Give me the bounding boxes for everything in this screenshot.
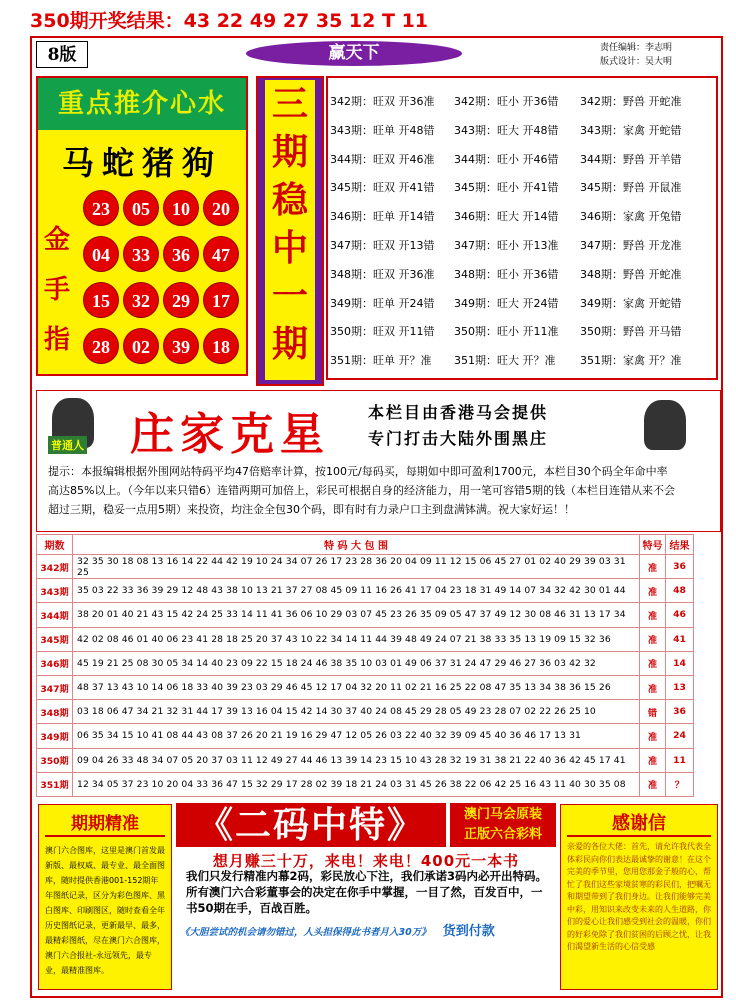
center-side (450, 803, 556, 847)
ke-title: 庄家克星 (130, 409, 330, 460)
table-cell-z: 准 (640, 651, 666, 675)
avatar (644, 400, 686, 450)
table-cell-p: 345期 (37, 627, 73, 651)
stable-cell: 347期：旺小 开13准 (454, 239, 559, 252)
table-cell-n: 45 19 21 25 08 30 05 34 14 40 23 09 22 15 18 24 46 38 35 10 03 01 49 06 37 31 24 47 29 46 27 36 03 42 32 (73, 651, 640, 675)
slogan-line: 本栏目由香港马会提供 (368, 403, 549, 422)
table-cell-n: 42 02 08 46 01 40 06 23 41 28 18 25 20 37 43 10 22 34 14 11 44 39 48 49 24 07 21 38 33 35 13 19 09 15 32 36 (73, 627, 640, 651)
table-cell-r: 24 (666, 724, 694, 748)
table-row (37, 651, 694, 675)
table-cell-p: 347期 (37, 675, 73, 699)
table-cell-p: 349期 (37, 724, 73, 748)
golden-hand-char: 指 (43, 325, 70, 355)
table-cell-p: 348期 (37, 700, 73, 724)
table-row (37, 603, 694, 627)
number-ball: 23 (83, 190, 119, 226)
stable-row (330, 203, 714, 230)
stable-cell: 343期：家禽 开蛇错 (580, 123, 682, 137)
head-period: 期数 (37, 535, 73, 555)
vertical-char: 一 (271, 275, 308, 317)
table-cell-r: ？ (666, 772, 694, 796)
number-ball: 05 (123, 190, 159, 226)
stable-cell: 348期：旺双 开36准 (330, 267, 435, 281)
number-ball: 20 (203, 190, 239, 226)
vertical-char: 稳 (271, 179, 308, 221)
head-res: 结果 (666, 535, 694, 555)
table-cell-z: 准 (640, 772, 666, 796)
stable-cell: 351期：旺大 开？准 (454, 354, 556, 368)
table-cell-r: 41 (666, 627, 694, 651)
table-cell-z: 准 (640, 627, 666, 651)
stable-cell: 342期：野兽 开蛇准 (580, 95, 682, 108)
stable-row (330, 146, 714, 173)
table-cell-n: 12 34 05 37 23 10 20 04 33 36 47 15 32 29 17 28 02 39 18 21 24 03 31 45 26 38 22 06 42 25 16 43 11 40 30 35 08 (73, 772, 640, 796)
table-cell-r: 13 (666, 675, 694, 699)
golden-hand-char: 手 (43, 275, 70, 305)
number-ball: 04 (83, 236, 119, 272)
stable-row (330, 117, 714, 144)
edition-label: 8版 (36, 41, 88, 68)
stable-cell: 349期：旺单 开24错 (330, 296, 435, 310)
stable-cell: 344期：旺双 开46准 (330, 152, 435, 166)
stable-cell: 345期：野兽 开鼠准 (580, 181, 682, 195)
stable-cell: 351期：家禽 开？准 (580, 354, 682, 368)
number-ball: 47 (203, 236, 239, 272)
table-cell-r: 14 (666, 651, 694, 675)
stable-cell: 344期：旺小 开46错 (454, 152, 559, 166)
stable-cell: 350期：旺双 开11错 (330, 325, 435, 339)
table-row (37, 555, 694, 579)
table-cell-z: 错 (640, 700, 666, 724)
vertical-title (265, 80, 315, 380)
head-num: 特号 (640, 535, 666, 555)
number-ball: 15 (83, 282, 119, 318)
precise-title: 期期精准 (45, 805, 165, 837)
stable-cell: 350期：旺小 开11准 (454, 325, 559, 339)
number-ball: 10 (163, 190, 199, 226)
table-cell-r: 48 (666, 579, 694, 603)
table-cell-p: 343期 (37, 579, 73, 603)
precise-box (38, 804, 172, 990)
table-row (37, 579, 694, 603)
table-cell-r: 36 (666, 555, 694, 579)
number-ball: 18 (203, 328, 239, 364)
thanks-title: 感谢信 (567, 805, 711, 837)
table-cell-n: 35 03 22 33 36 39 29 12 48 43 38 10 13 21 37 27 08 45 09 11 16 26 41 17 04 23 18 31 49 14 07 34 32 42 30 01 44 (73, 579, 640, 603)
stable-cell: 350期：野兽 开马错 (580, 325, 682, 339)
number-ball: 39 (163, 328, 199, 364)
table-row (37, 772, 694, 796)
stable-cell: 345期：旺小 开41错 (454, 181, 559, 195)
center-text: 我们只发行精准内幕2码，彩民放心下注，我们承诺3码内必开出特码。所有澳门六合彩董事会的决定在你手中掌握，一目了然，百发百中，一书50期在手，百战百胜。 (186, 869, 547, 915)
stable-cell: 342期：旺小 开36错 (454, 95, 559, 108)
stable-cell: 348期：野兽 开蛇准 (580, 267, 682, 281)
golden-hand (42, 215, 72, 365)
table-cell-z: 准 (640, 555, 666, 579)
table-cell-n: 06 35 34 15 10 41 08 44 43 08 37 26 20 21 19 16 29 47 12 05 26 03 22 40 32 39 09 45 40 36 46 17 13 31 (73, 724, 640, 748)
vertical-char: 期 (271, 323, 308, 365)
vertical-char: 三 (271, 83, 308, 125)
table-row (37, 748, 694, 772)
center-title: 《二码中特》 (176, 803, 446, 847)
center-foot (180, 920, 552, 939)
stable-cell: 342期：旺双 开36准 (330, 95, 435, 108)
stable-cell: 345期：旺双 开41错 (330, 181, 435, 195)
thanks-body: 亲爱的各位大佬：首先，请允许我代表全体彩民向你们表达最诚挚的谢意！在这个完美的季节里，您用您那金子般的心，帮忙了我们这些家境贫寒的彩民们，把嘱无和期望带到了我们身边。让我们能够完美中彩，用知识来改变未来的人生道路，你们的爱心让我们感受到社会的温暖，你们的好彩免除了我们贫困的后顾之忧，让我们渴望新生活的心信受感 (567, 842, 711, 951)
slogan-line: 专门打击大陆外围黑庄 (368, 429, 549, 448)
table-cell-p: 346期 (37, 651, 73, 675)
credit-editor: 责任编辑：李志明 (600, 43, 673, 53)
latest-result: 350期开奖结果：43 22 49 27 35 12 T 11 (30, 10, 429, 32)
stable-row (330, 232, 714, 259)
vertical-char: 期 (271, 131, 308, 173)
stable-cell: 347期：旺双 开13错 (330, 239, 435, 252)
table-cell-n: 48 37 13 43 10 14 06 18 33 40 39 23 03 29 46 45 12 17 04 32 20 11 02 21 16 25 22 08 47 35 13 34 38 36 15 26 (73, 675, 640, 699)
number-ball: 17 (203, 282, 239, 318)
table-cell-z: 准 (640, 748, 666, 772)
stable-cell: 346期：家禽 开兔错 (580, 210, 682, 224)
head-center: 特 码 大 包 围 (73, 535, 640, 555)
big-table (36, 534, 694, 797)
number-ball: 32 (123, 282, 159, 318)
table-cell-r: 11 (666, 748, 694, 772)
golden-hand-char: 金 (43, 225, 70, 255)
foot-text: 《大胆尝试的机会请勿错过，人头担保得此书者月入30万》 (180, 927, 431, 938)
number-ball: 02 (123, 328, 159, 364)
table-row (37, 724, 694, 748)
stable-cell: 343期：旺单 开48错 (330, 123, 435, 137)
number-ball: 33 (123, 236, 159, 272)
stable-cell: 349期：旺大 开24错 (454, 296, 559, 310)
thanks-box (560, 804, 718, 990)
precise-body: 澳门六合图库，这里是澳门首发最新版、最权威、最专业、最全面图库，随时提供香港001-152期年年图纸记录，区分为彩色图库、黑白图库、印刷图区，随时查看全年历史图纸记录，更新最早、最多，最精彩图纸，尽在澳门六合图库，澳门六合报社-永远领先，最专业，最精准图库。 (45, 846, 165, 975)
credit-design: 版式设计：吴大明 (600, 57, 673, 67)
ordinary-label: 普通人 (48, 436, 87, 454)
table-cell-n: 03 18 06 47 34 21 32 31 44 17 39 13 16 04 15 42 14 30 37 40 24 08 45 29 28 05 49 23 28 07 02 22 26 25 10 (73, 700, 640, 724)
table-cell-n: 32 35 30 18 08 13 16 14 22 44 42 19 10 24 34 07 26 17 23 28 36 20 04 09 11 12 15 06 45 27 01 02 40 29 39 03 31 25 (73, 555, 640, 579)
table-cell-z: 准 (640, 675, 666, 699)
stable-cell: 351期：旺单 开？准 (330, 354, 432, 368)
zodiac-picks: 马蛇猪狗 (61, 144, 222, 182)
stable-cell: 349期：家禽 开蛇错 (580, 296, 682, 310)
stable-cell: 347期：野兽 开龙准 (580, 239, 682, 252)
table-cell-p: 344期 (37, 603, 73, 627)
credits (600, 41, 672, 69)
vertical-char: 中 (271, 227, 308, 269)
table-cell-n: 09 04 26 33 48 34 07 05 20 37 03 11 12 49 27 44 46 13 39 14 23 15 10 43 28 32 19 31 38 21 22 40 36 42 45 17 41 (73, 748, 640, 772)
stable-cell: 348期：旺小 开36错 (454, 267, 559, 281)
side-line: 正版六合彩料 (463, 827, 542, 842)
center-bar: 想月赚三十万，来电！来电！400元一本书 (212, 852, 520, 870)
masthead: 赢天下 (246, 41, 462, 66)
side-line: 澳门马会原装 (463, 807, 542, 822)
stable-row (330, 174, 714, 201)
stable-cell: 344期：野兽 开羊错 (580, 152, 682, 166)
table-cell-z: 准 (640, 603, 666, 627)
number-ball: 28 (83, 328, 119, 364)
ke-slogan (368, 400, 548, 452)
table-cell-p: 342期 (37, 555, 73, 579)
tip-text: 提示：本报编辑根据外围网站特码平均47倍赔率计算，按100元/每码买，每期如中即可盈利1700元，本栏目30个码全年命中率高达85%以上。（今年以来只错6）连错两期可加倍上，彩民可根据自身的经济能力，用一笔可容错5期的钱（本栏目连错从来不会超过三期，稳妥一点用5期）来投资，均注金全包30个码，即有时有力录户口主到盘满钵满。祝大家好运！！ (48, 465, 675, 516)
table-cell-p: 351期 (37, 772, 73, 796)
pay-label: 货到付款 (442, 924, 495, 939)
stable-row (330, 261, 714, 288)
stable-row (330, 290, 714, 317)
number-ball: 36 (163, 236, 199, 272)
stable-row (330, 347, 714, 374)
recommend-banner: 重点推介心水 (38, 78, 246, 130)
stable-cell: 346期：旺单 开14错 (330, 210, 435, 224)
table-cell-r: 36 (666, 700, 694, 724)
table-row (37, 627, 694, 651)
table-row (37, 675, 694, 699)
table-cell-z: 准 (640, 579, 666, 603)
stable-cell: 346期：旺大 开14错 (454, 210, 559, 224)
table-cell-n: 38 20 01 40 21 43 15 42 24 25 33 14 11 41 36 06 10 29 03 07 45 23 26 35 09 05 47 37 49 12 30 08 46 31 13 17 34 (73, 603, 640, 627)
table-cell-r: 46 (666, 603, 694, 627)
stable-cell: 343期：旺大 开48错 (454, 123, 559, 137)
stable-row (330, 88, 714, 115)
table-row (37, 700, 694, 724)
stable-row (330, 318, 714, 345)
number-ball: 29 (163, 282, 199, 318)
table-cell-p: 350期 (37, 748, 73, 772)
table-cell-z: 准 (640, 724, 666, 748)
